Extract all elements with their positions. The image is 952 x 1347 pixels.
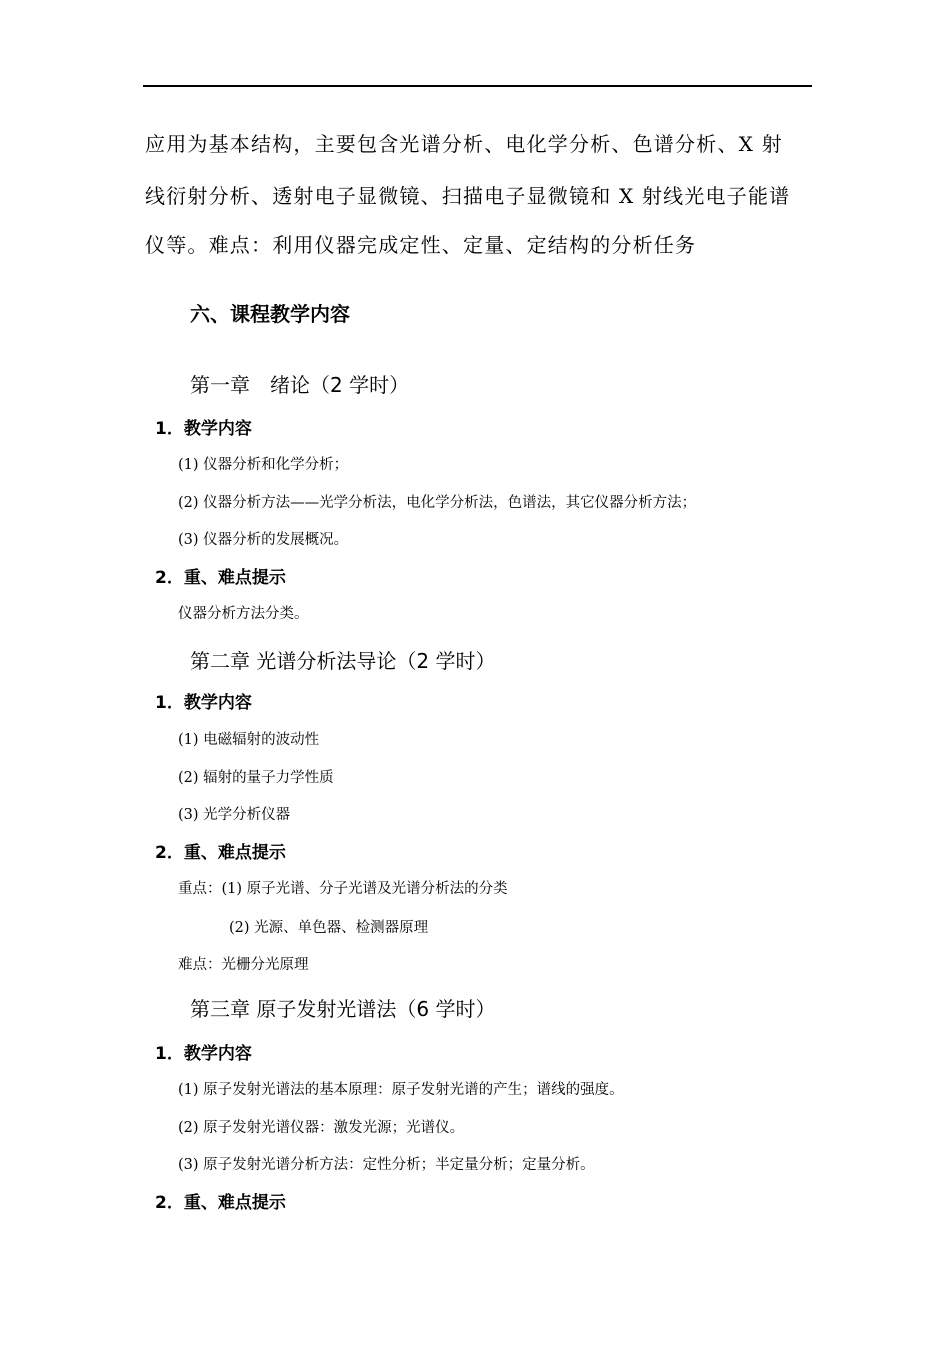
header-rule bbox=[143, 85, 812, 87]
chapter-1-item-2: (2) 仪器分析方法——光学分析法，电化学分析法，色谱法，其它仪器分析方法； bbox=[178, 495, 697, 511]
intro-line-1: 应用为基本结构，主要包含光谱分析、电化学分析、色谱分析、X 射 bbox=[145, 132, 783, 156]
chapter-3-content-heading: 1．教学内容 bbox=[155, 1044, 252, 1064]
section-title: 六、课程教学内容 bbox=[190, 302, 350, 326]
chapter-2-key-item-3: 难点：光栅分光原理 bbox=[178, 957, 309, 973]
chapter-2-key-item-1: 重点：(1) 原子光谱、分子光谱及光谱分析法的分类 bbox=[178, 881, 508, 897]
chapter-3-item-1: (1) 原子发射光谱法的基本原理：原子发射光谱的产生；谱线的强度。 bbox=[178, 1082, 624, 1098]
chapter-2-item-2: (2) 辐射的量子力学性质 bbox=[178, 770, 334, 786]
chapter-1-title: 第一章 绪论（2 学时） bbox=[190, 373, 410, 397]
chapter-3-key-heading: 2．重、难点提示 bbox=[155, 1193, 286, 1213]
chapter-2-title: 第二章 光谱分析法导论（2 学时） bbox=[190, 649, 496, 673]
intro-line-3: 仪等。难点：利用仪器完成定性、定量、定结构的分析任务 bbox=[145, 233, 697, 257]
chapter-2-content-heading: 1．教学内容 bbox=[155, 693, 252, 713]
chapter-1-key-heading: 2．重、难点提示 bbox=[155, 568, 286, 588]
chapter-3-title: 第三章 原子发射光谱法（6 学时） bbox=[190, 997, 496, 1021]
chapter-2-item-1: (1) 电磁辐射的波动性 bbox=[178, 732, 320, 748]
intro-line-2: 线衍射分析、透射电子显微镜、扫描电子显微镜和 X 射线光电子能谱 bbox=[145, 184, 791, 208]
chapter-2-key-item-2: (2) 光源、单色器、检测器原理 bbox=[229, 920, 429, 936]
chapter-1-content-heading: 1．教学内容 bbox=[155, 419, 252, 439]
chapter-2-key-heading: 2．重、难点提示 bbox=[155, 843, 286, 863]
chapter-1-key-item-1: 仪器分析方法分类。 bbox=[178, 606, 309, 622]
chapter-1-item-3: (3) 仪器分析的发展概况。 bbox=[178, 532, 349, 548]
chapter-1-item-1: (1) 仪器分析和化学分析； bbox=[178, 457, 349, 473]
chapter-3-item-3: (3) 原子发射光谱分析方法：定性分析；半定量分析；定量分析。 bbox=[178, 1157, 595, 1173]
chapter-3-item-2: (2) 原子发射光谱仪器：激发光源；光谱仪。 bbox=[178, 1120, 465, 1136]
chapter-2-item-3: (3) 光学分析仪器 bbox=[178, 807, 291, 823]
